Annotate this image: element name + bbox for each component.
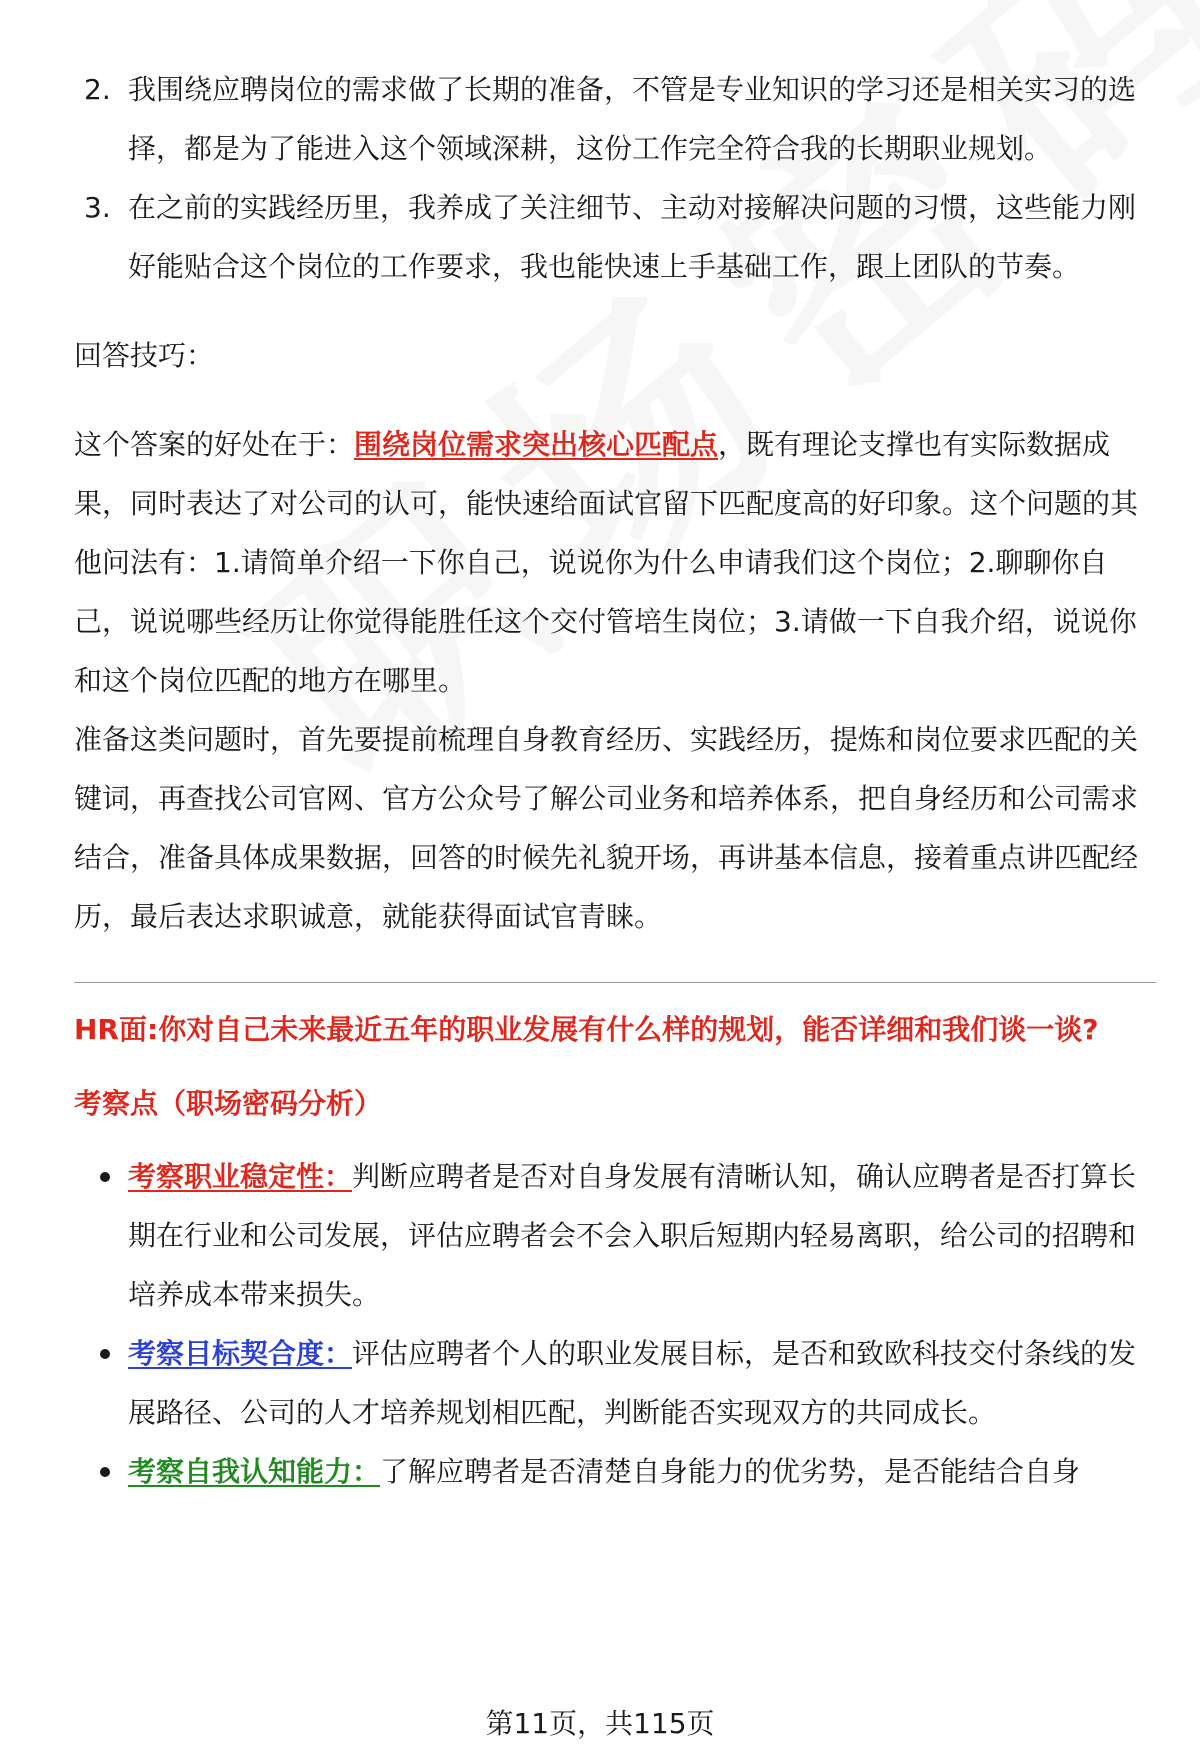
tips-highlight: 围绕岗位需求突出核心匹配点 bbox=[354, 428, 719, 461]
tips-label: 回答技巧： bbox=[74, 339, 215, 372]
tips-paragraph-2: 准备这类问题时，首先要提前梳理自身教育经历、实践经历，提炼和岗位要求匹配的关键词，再查找公司官网、官方公众号了解公司业务和培养体系，把自身经历和公司需求结合，准备具体成果数据，回答的时候先礼貌开场，再讲基本信息，接着重点讲匹配经历，最后表达求职诚意，就能获得面试官青睐。 bbox=[74, 723, 1139, 933]
section-divider bbox=[74, 982, 1156, 983]
bullet-keyword: 考察职业稳定性： bbox=[128, 1160, 353, 1193]
bullet-keyword: 考察自我认知能力： bbox=[128, 1455, 381, 1488]
analysis-points bbox=[74, 1147, 1144, 1501]
bullet-dot bbox=[100, 1172, 110, 1182]
list-item bbox=[74, 60, 1144, 178]
list-item-text: 我围绕应聘岗位的需求做了长期的准备，不管是专业知识的学习还是相关实习的选择，都是为了能进入这个领域深耕，这份工作完全符合我的长期职业规划。 bbox=[128, 73, 1137, 165]
bullet-item bbox=[74, 1324, 1144, 1442]
list-item bbox=[74, 178, 1144, 296]
tips-rest: ，既有理论支撑也有实际数据成果，同时表达了对公司的认可，能快速给面试官留下匹配度高的好印象。这个问题的其他问法有：1.请简单介绍一下你自己，说说你为什么申请我们这个岗位；2.聊聊你自己，说说哪些经历让你觉得能胜任这个交付管培生岗位；3.请做一下自我介绍，说说你和这个岗位匹配的地方在哪里。 bbox=[74, 428, 1139, 697]
list-number: 2. bbox=[84, 73, 111, 106]
tips-paragraph-1 bbox=[74, 415, 1144, 710]
bullet-item bbox=[74, 1147, 1144, 1324]
bullet-text: 了解应聘者是否清楚自身能力的优劣势，是否能结合自身 bbox=[380, 1455, 1081, 1488]
list-item-text: 在之前的实践经历里，我养成了关注细节、主动对接解决问题的习惯，这些能力刚好能贴合这个岗位的工作要求，我也能快速上手基础工作，跟上团队的节奏。 bbox=[128, 191, 1137, 283]
question-title: HR面:你对自己未来最近五年的职业发展有什么样的规划，能否详细和我们谈一谈? bbox=[74, 1013, 1099, 1046]
bullet-dot bbox=[100, 1467, 110, 1477]
analysis-subtitle: 考察点（职场密码分析） bbox=[74, 1087, 383, 1120]
bullet-text: 评估应聘者个人的职业发展目标，是否和致欧科技交付条线的发展路径、公司的人才培养规划相匹配，判断能否实现双方的共同成长。 bbox=[128, 1337, 1137, 1429]
list-number: 3. bbox=[84, 191, 111, 224]
answer-list bbox=[74, 60, 1144, 296]
bullet-text: 判断应聘者是否对自身发展有清晰认知，确认应聘者是否打算长期在行业和公司发展，评估应聘者会不会入职后短期内轻易离职，给公司的招聘和培养成本带来损失。 bbox=[128, 1160, 1137, 1311]
bullet-keyword: 考察目标契合度： bbox=[128, 1337, 353, 1370]
tips-prefix: 这个答案的好处在于： bbox=[74, 428, 355, 461]
page-content bbox=[74, 60, 1144, 1501]
page-footer: 第11页，共115页 bbox=[485, 1707, 715, 1740]
bullet-dot bbox=[100, 1349, 110, 1359]
bullet-item bbox=[74, 1442, 1144, 1501]
